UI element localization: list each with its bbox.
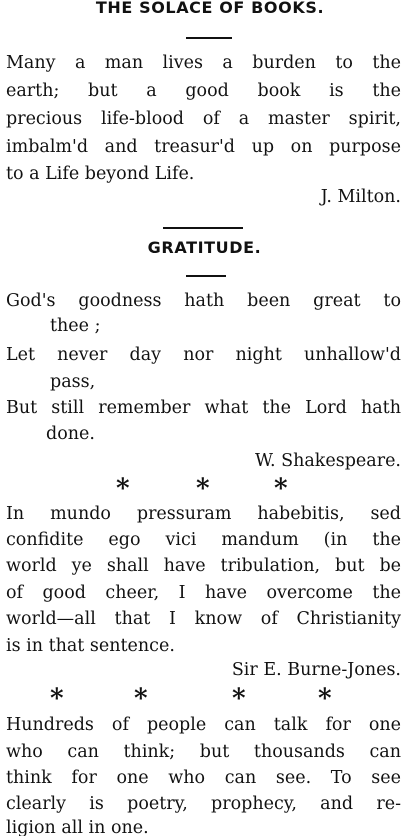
- solace-line-2: earth; but a good book is the: [6, 81, 401, 101]
- burne-jones-line-2: confidite ego vici mandum (in the: [6, 530, 401, 550]
- solace-line-1: Many a man lives a burden to the: [6, 53, 401, 73]
- asterism-separator: [0, 685, 409, 713]
- gratitude-author: W. Shakespeare.: [255, 451, 401, 471]
- solace-title: THE SOLACE OF BOOKS.: [95, 0, 325, 17]
- burne-jones-line-3: world ye shall have tribulation, but be: [6, 556, 401, 576]
- gratitude-line-3: Let never day nor night unhallow'd: [6, 345, 401, 365]
- gratitude-line-4: pass,: [50, 372, 96, 392]
- asterisk-3: *: [232, 684, 246, 714]
- gratitude-line-6: done.: [46, 424, 95, 444]
- gratitude-line-1: God's goodness hath been great to: [6, 291, 401, 311]
- seeing-line-1: Hundreds of people can talk for one: [6, 715, 401, 735]
- burne-jones-line-6: is in that sentence.: [6, 636, 175, 656]
- title-rule: [186, 37, 232, 39]
- solace-line-4: imbalm'd and treasur'd up on purpose: [6, 137, 401, 157]
- gratitude-line-5: But still remember what the Lord hath: [6, 398, 401, 418]
- solace-line-3: precious life-blood of a master spirit,: [6, 109, 401, 129]
- solace-author: J. Milton.: [320, 187, 401, 207]
- asterisk-3: *: [274, 474, 288, 504]
- asterisk-1: *: [116, 474, 130, 504]
- asterism-separator: [0, 475, 409, 503]
- burne-jones-line-1: In mundo pressuram habebitis, sed: [6, 504, 401, 524]
- title-rule: [186, 275, 226, 277]
- gratitude-line-2: thee ;: [50, 316, 101, 336]
- burne-jones-line-4: of good cheer, I have overcome the: [6, 583, 401, 603]
- seeing-line-2: who can think; but thousands can: [6, 742, 401, 762]
- section-divider: [163, 227, 243, 229]
- asterisk-2: *: [134, 684, 148, 714]
- asterisk-2: *: [196, 474, 210, 504]
- gratitude-title: GRATITUDE.: [147, 238, 262, 257]
- asterisk-1: *: [50, 684, 64, 714]
- seeing-line-3: think for one who can see. To see: [6, 768, 401, 788]
- asterisk-4: *: [318, 684, 332, 714]
- solace-line-5: to a Life beyond Life.: [6, 164, 195, 184]
- seeing-line-5: ligion all in one.: [6, 818, 149, 836]
- seeing-line-4: clearly is poetry, prophecy, and re-: [6, 794, 401, 814]
- burne-jones-line-5: world—all that I know of Christianity: [6, 609, 401, 629]
- burne-jones-author: Sir E. Burne-Jones.: [231, 660, 401, 680]
